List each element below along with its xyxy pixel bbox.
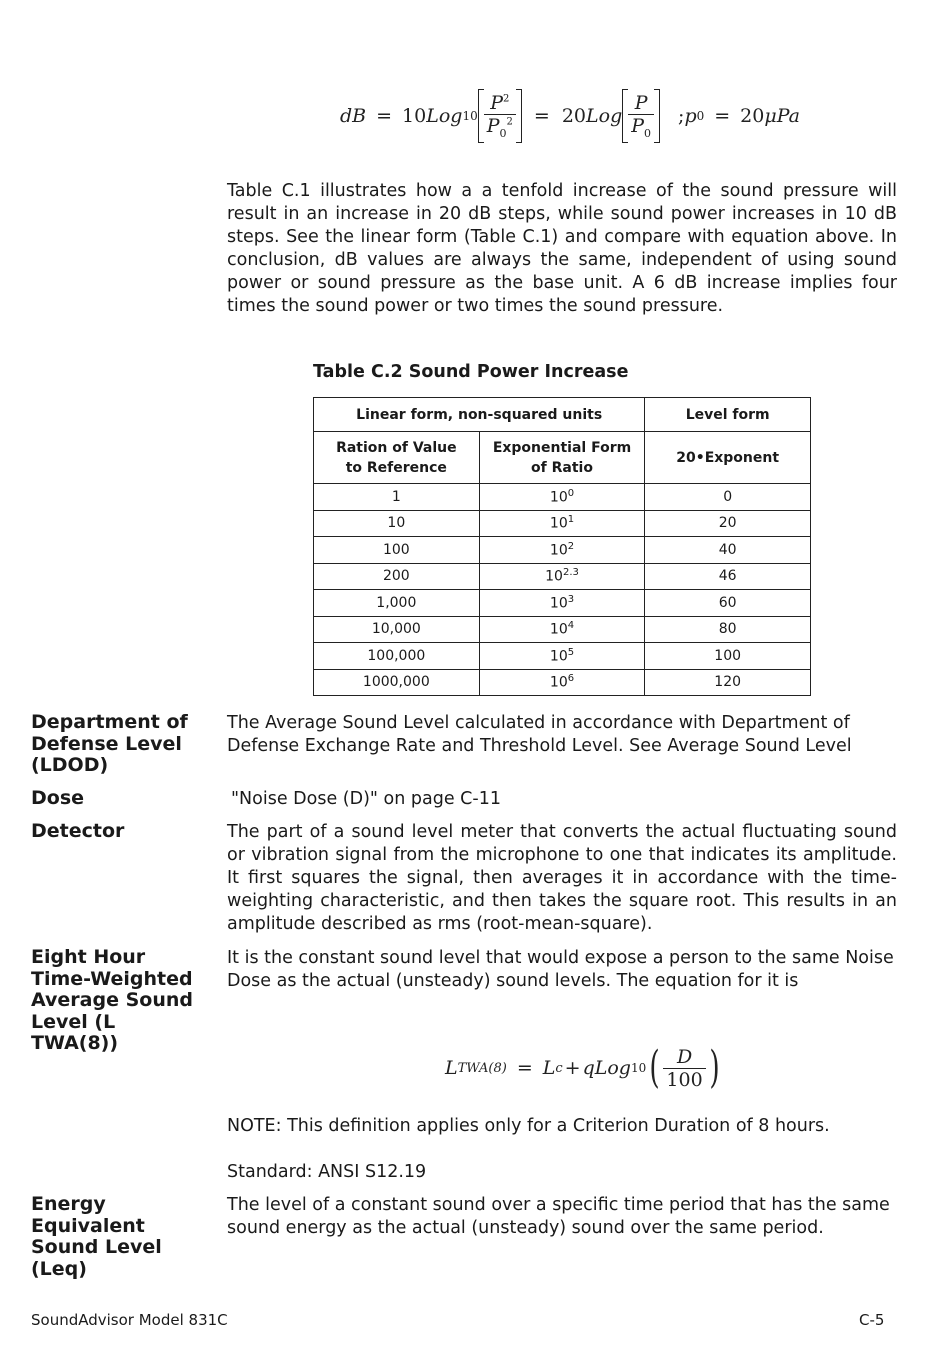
table-row [314, 616, 811, 643]
cell-level: 80 [645, 616, 811, 643]
cell-ratio: 10,000 [314, 616, 480, 643]
term-ldod: Department of Defense Level (LDOD) [31, 711, 188, 776]
cell-level: 46 [645, 563, 811, 590]
col-header-exponential: Exponential Form of Ratio [479, 432, 645, 484]
cell-level: 120 [645, 669, 811, 696]
cell-exponential: $10^3$ [479, 590, 645, 617]
definition-detector: The part of a sound level meter that converts the actual fluctuating sound or vibration signal from the microphone to one that indicates its amplitude. It first squares the signal, then averages it in accordance with the time-weighting characteristic, and then takes the square root. This results in an amplitude described as rms (root-mean-square). [227, 822, 897, 934]
cell-ratio: 10 [314, 510, 480, 537]
definition-ldod: The Average Sound Level calculated in accordance with Department of Defense Exchange Rate and Threshold Level. See Average Sound Level [227, 713, 852, 756]
footer-page-number: C-5 [859, 1311, 885, 1329]
table-caption: Table C.2 Sound Power Increase [313, 362, 629, 382]
table-row [314, 643, 811, 670]
table-row [314, 590, 811, 617]
dose-fraction: $\frac{D}{100}$ [663, 1046, 705, 1091]
cell-ratio: 1 [314, 484, 480, 511]
twa-equation: L TWA(8) = L c + q Log 10 ( $\frac{D}{100}$ ) [445, 1042, 720, 1093]
footer-product: SoundAdvisor Model 831C [31, 1311, 228, 1329]
term-dose: Dose [31, 787, 85, 809]
decibel-equation: dB = 10 Log 10 $\frac{P^2}{P_0^2}$ = 20 Log $\frac{P}{P_0}$ ; p 0 = 20 μPa [340, 84, 800, 148]
definition-leq: The level of a constant sound over a specific time period that has the same sound energy as the actual (unsteady) sound over the same period. [227, 1195, 890, 1238]
cell-exponential: $10^1$ [479, 510, 645, 537]
cell-level: 20 [645, 510, 811, 537]
cell-level: 100 [645, 643, 811, 670]
group-header-level: Level form [645, 398, 811, 432]
ratio-fraction: $\frac{P}{P_0}$ [628, 92, 654, 140]
cell-ratio: 200 [314, 563, 480, 590]
cell-exponential: $10^{2.3}$ [479, 563, 645, 590]
table-row [314, 669, 811, 696]
cell-exponential: $10^0$ [479, 484, 645, 511]
cell-exponential: $10^2$ [479, 537, 645, 564]
cell-ratio: 1000,000 [314, 669, 480, 696]
twa-note: NOTE: This definition applies only for a Criterion Duration of 8 hours. [227, 1116, 830, 1136]
col-header-level: 20•Exponent [645, 432, 811, 484]
cell-exponential: $10^6$ [479, 669, 645, 696]
cell-ratio: 100,000 [314, 643, 480, 670]
twa-standard: Standard: ANSI S12.19 [227, 1162, 427, 1182]
cell-exponential: $10^4$ [479, 616, 645, 643]
sound-power-table [313, 397, 811, 696]
cell-level: 40 [645, 537, 811, 564]
squared-ratio-fraction: $\frac{P^2}{P_0^2}$ [484, 92, 516, 140]
intro-paragraph: Table C.1 illustrates how a a tenfold increase of the sound pressure will result in an increase in 20 dB steps, while sound power increases in 10 dB steps. See the linear form (Table C.1) and compare with equation above. In conclusion, dB values are always the same, independent of using sound power or sound pressure as the base unit. A 6 dB increase implies four times the sound power or two times the sound pressure. [227, 181, 897, 316]
cell-exponential: $10^5$ [479, 643, 645, 670]
cell-ratio: 1,000 [314, 590, 480, 617]
cell-ratio: 100 [314, 537, 480, 564]
definition-twa: It is the constant sound level that would expose a person to the same Noise Dose as the actual (unsteady) sound levels. The equation for it is [227, 948, 894, 991]
col-header-ratio: Ration of Value to Reference [314, 432, 480, 484]
definition-dose: "Noise Dose (D)" on page C-11 [231, 789, 501, 809]
table-row [314, 484, 811, 511]
term-twa: Eight Hour Time-Weighted Average Sound Level (L TWA(8)) [31, 946, 193, 1054]
table-row [314, 510, 811, 537]
cell-level: 60 [645, 590, 811, 617]
group-header-linear: Linear form, non-squared units [314, 398, 645, 432]
table-row [314, 563, 811, 590]
table-row [314, 537, 811, 564]
term-detector: Detector [31, 820, 125, 842]
term-leq: Energy Equivalent Sound Level (Leq) [31, 1193, 162, 1280]
cell-level: 0 [645, 484, 811, 511]
